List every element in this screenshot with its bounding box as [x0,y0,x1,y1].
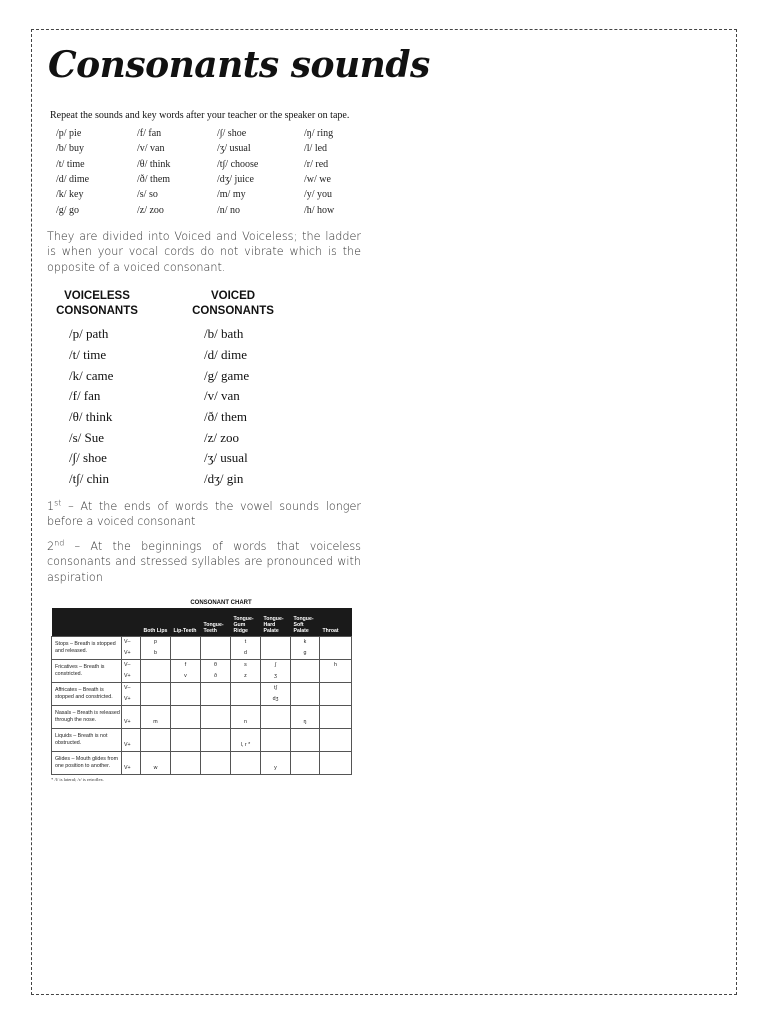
consonant-chart-title: CONSONANT CHART [190,600,252,606]
chart-cell-stack [142,683,169,705]
chart-cell [291,752,320,775]
chart-symbol: ʒ [274,673,277,679]
chart-cell [141,637,171,660]
page-title: Consonants sounds [48,44,430,86]
chart-cell [201,706,231,729]
chart-cell-stack [202,729,229,751]
consonant-chart [51,598,351,782]
chart-cell [320,637,352,660]
chart-cell-stack [172,752,199,774]
chart-symbol [202,648,229,659]
consonant-chart-footnote: * /l/ is lateral; /r/ is retroflex. [51,777,104,782]
voiced-example: /v/ van [204,388,240,404]
voicing-row [52,324,302,345]
chart-cell-stack [172,706,199,728]
chart-symbol [142,706,169,717]
chart-cell [201,660,231,683]
chart-cell [291,683,320,706]
chart-symbol [321,683,350,694]
chart-cell-stack [292,637,318,659]
chart-cell-stack [292,660,318,682]
chart-symbol [172,763,199,774]
chart-cell-stack [232,660,259,682]
chart-symbol: l, r * [240,742,251,748]
chart-symbol [202,729,229,740]
chart-voicing-label: V+ [124,696,131,702]
chart-cell-stack [262,637,289,659]
key-word-item: /r/ red [304,158,329,170]
key-words-row [50,157,370,172]
chart-symbol [232,729,259,740]
chart-cell-stack [202,706,229,728]
chart-symbol [292,740,318,751]
chart-cell [171,729,201,752]
voiceless-header-line1: VOICELESS [64,290,130,302]
chart-cell [291,729,320,752]
chart-symbol [262,752,289,763]
chart-symbol: ŋ [303,719,307,725]
chart-header-place: Tongue-Hard Palate [261,608,291,637]
chart-symbol: s [244,662,247,668]
voiceless-example: /s/ Sue [69,429,105,445]
chart-symbol [172,740,199,751]
chart-symbol [172,729,199,740]
chart-cell-stack [172,660,199,682]
chart-voicing-label [124,706,139,717]
chart-symbol [262,729,289,740]
chart-symbol [321,706,350,717]
chart-symbol: g [303,650,307,656]
chart-voicing-label: V– [124,662,131,668]
key-word-item: /∫/ shoe [217,128,247,140]
chart-cell-stack [262,706,289,728]
voiceless-header-line2: CONSONANTS [56,304,138,317]
chart-manner: Nasals – Breath is released through the nose. [52,706,122,729]
chart-symbol: y [274,765,277,771]
chart-symbol [202,694,229,705]
chart-cell-stack [202,637,229,659]
chart-symbol: m [153,719,158,725]
chart-cell-stack [321,729,350,751]
chart-cell-stack [172,729,199,751]
chart-symbol [142,660,169,671]
chart-cell-stack [292,752,318,774]
chart-symbol: dʒ [272,696,279,702]
chart-voicing-label: V+ [124,742,131,748]
chart-row [52,637,352,660]
consonant-chart-header-row [52,608,352,637]
chart-voicing-stack [124,729,139,751]
voiced-header [183,289,283,318]
key-word-item: /l/ led [304,143,328,155]
rule-second-suffix: nd [54,538,65,548]
key-word-item: /ʒ/ usual [217,143,251,155]
chart-symbol [262,637,289,648]
key-word-item: /n/ no [217,204,241,216]
voicing-row [52,427,302,448]
chart-cell [261,706,291,729]
key-word-item: /y/ you [304,189,333,201]
chart-symbol [172,752,199,763]
chart-symbol [172,637,199,648]
chart-manner: Glides – Mouth glides from one position to another. [52,752,122,775]
rule-first-suffix: st [54,498,62,508]
chart-cell-stack [172,637,199,659]
chart-voicing-label: V+ [124,765,131,771]
rule-first [47,499,361,530]
chart-symbol: ∫ [274,662,277,668]
chart-symbol [142,752,169,763]
chart-symbol [142,683,169,694]
chart-voicing-stack [124,683,139,705]
chart-cell [201,752,231,775]
voicing-row [52,386,302,407]
key-word-item: /v/ van [137,143,165,155]
key-words-row [50,141,370,156]
chart-cell [141,752,171,775]
voicing-row [52,469,302,490]
chart-symbol: t∫ [274,685,277,691]
chart-voicing-label [124,729,139,740]
key-words-section [50,110,370,218]
chart-cell-stack [232,637,259,659]
chart-voicing-label: V– [124,639,131,645]
key-words-instructions: Repeat the sounds and key words after your teacher or the speaker on tape. [50,110,350,121]
chart-symbol [292,683,318,694]
chart-symbol [262,717,289,728]
voiced-example: /ð/ them [204,409,247,425]
chart-cell-stack [232,683,259,705]
chart-symbol [202,637,229,648]
chart-symbol [142,694,169,705]
chart-cell [201,637,231,660]
chart-header-voice [122,608,141,637]
chart-cell [231,706,261,729]
chart-manner: Fricatives – Breath is constricted. [52,660,122,683]
chart-header-place: Tongue-Soft Palate [291,608,320,637]
chart-cell [320,706,352,729]
chart-symbol [232,763,259,774]
chart-cell [291,660,320,683]
chart-symbol [292,660,318,671]
voiced-header-line1: VOICED [210,290,256,302]
chart-symbol [292,729,318,740]
voicing-rows [52,324,302,490]
chart-cell [231,683,261,706]
key-word-item: /t∫/ choose [217,158,259,170]
chart-symbol [292,694,318,705]
key-word-item: /ŋ/ ring [304,128,334,140]
chart-symbol [321,729,350,740]
key-word-item: /k/ key [56,189,84,201]
chart-cell [171,683,201,706]
key-word-item: /w/ we [304,174,331,186]
chart-symbol [202,717,229,728]
chart-row [52,660,352,683]
chart-voicing [122,706,141,729]
chart-cell [171,752,201,775]
chart-cell-stack [142,752,169,774]
voiceless-example: /t/ time [69,347,107,363]
chart-voicing [122,660,141,683]
chart-cell-stack [321,706,350,728]
chart-header-place: Lip-Teeth [171,608,201,637]
chart-cell-stack [262,683,289,705]
chart-cell [320,729,352,752]
chart-cell [141,660,171,683]
chart-symbol: d [244,650,247,656]
chart-cell-stack [292,729,318,751]
chart-cell [171,660,201,683]
chart-symbol [202,683,229,694]
key-word-item: /h/ how [304,204,335,216]
chart-cell-stack [262,729,289,751]
chart-voicing-stack [124,660,139,682]
chart-cell [141,683,171,706]
voiceless-example: /θ/ think [69,409,113,425]
chart-cell [171,637,201,660]
chart-symbol [142,671,169,682]
chart-symbol: t [244,639,247,645]
chart-symbol: h [334,662,337,668]
chart-manner: Stops – Breath is stopped and released. [52,637,122,660]
chart-voicing [122,683,141,706]
consonant-chart-table [51,608,352,775]
key-word-item: /ð/ them [137,174,171,186]
key-word-item: /z/ zoo [137,204,164,216]
chart-cell-stack [321,637,350,659]
chart-symbol [321,648,350,659]
chart-cell-stack [202,683,229,705]
chart-row [52,706,352,729]
chart-header-place: Tongue-Teeth [201,608,231,637]
voiced-example: /b/ bath [204,326,244,342]
chart-voicing [122,637,141,660]
key-word-item: /s/ so [137,189,158,201]
chart-cell [261,752,291,775]
chart-voicing [122,752,141,775]
key-word-item: /d/ dime [56,174,90,186]
voicing-row [52,448,302,469]
chart-cell-stack [292,706,318,728]
chart-cell [231,729,261,752]
rule-first-number: 1 [47,500,55,513]
chart-voicing-label: V+ [124,650,131,656]
chart-symbol [142,740,169,751]
key-word-item: /t/ time [56,158,85,170]
key-word-item: /b/ buy [56,143,85,155]
chart-cell [291,706,320,729]
chart-cell-stack [142,706,169,728]
chart-voicing-label: V– [124,685,131,691]
chart-cell-stack [232,729,259,751]
chart-symbol [172,683,199,694]
key-word-item: /g/ go [56,204,80,216]
key-words-row [50,172,370,187]
chart-voicing-label: V+ [124,719,131,725]
chart-symbol: n [244,719,247,725]
voicing-row [52,407,302,428]
voicing-row [52,365,302,386]
voiced-header-line2: CONSONANTS [192,304,274,317]
chart-cell-stack [321,752,350,774]
chart-symbol [172,717,199,728]
chart-symbol [202,763,229,774]
chart-manner: Affricates – Breath is stopped and constricted. [52,683,122,706]
chart-cell [291,637,320,660]
chart-symbol: ð [214,673,217,679]
chart-symbol: b [154,650,157,656]
key-word-item: /dʒ/ juice [217,174,254,186]
chart-symbol [292,763,318,774]
chart-cell-stack [232,752,259,774]
chart-voicing-label: V+ [124,673,131,679]
chart-cell-stack [142,637,169,659]
chart-cell-stack [142,660,169,682]
rule-second [47,539,361,585]
chart-symbol [321,694,350,705]
chart-row [52,683,352,706]
chart-header-place: Both Lips [141,608,171,637]
chart-voicing [122,729,141,752]
chart-symbol [232,752,259,763]
rule-second-number: 2 [47,540,55,553]
voiceless-example: /p/ path [69,326,109,342]
chart-symbol [292,671,318,682]
chart-voicing-label [124,752,139,763]
chart-cell-stack [232,706,259,728]
chart-symbol [172,648,199,659]
chart-cell [171,706,201,729]
chart-cell-stack [292,683,318,705]
chart-cell [201,729,231,752]
chart-cell [261,660,291,683]
chart-cell [231,660,261,683]
chart-symbol [232,694,259,705]
chart-cell [201,683,231,706]
chart-voicing-stack [124,706,139,728]
chart-symbol: w [153,765,158,771]
chart-voicing-stack [124,637,139,659]
voiced-example: /z/ zoo [204,429,240,445]
chart-cell [320,660,352,683]
chart-cell-stack [142,729,169,751]
chart-cell [320,752,352,775]
chart-symbol: k [303,639,307,645]
chart-cell [261,637,291,660]
chart-symbol [172,706,199,717]
chart-cell [261,729,291,752]
chart-symbol [232,706,259,717]
chart-cell [141,706,171,729]
chart-symbol: v [184,673,187,679]
voiceless-example: /f/ fan [69,388,101,404]
voiced-example: /d/ dime [204,347,247,363]
key-word-item: /θ/ think [137,158,171,170]
chart-voicing-stack [124,752,139,774]
voiceless-example: /k/ came [69,367,114,383]
chart-cell-stack [172,683,199,705]
chart-row [52,752,352,775]
chart-cell [231,752,261,775]
chart-header-place: Tongue-Gum Ridge [231,608,261,637]
voicing-table-header [52,289,302,318]
key-word-item: /f/ fan [137,128,162,140]
chart-symbol: p [154,639,157,645]
chart-symbol [321,752,350,763]
chart-symbol: f [184,662,187,668]
chart-cell [231,637,261,660]
chart-cell-stack [202,752,229,774]
voiced-example: /g/ game [204,367,250,383]
chart-cell-stack [202,660,229,682]
voiceless-header [52,289,142,318]
chart-symbol [262,706,289,717]
chart-symbol [262,648,289,659]
chart-symbol [202,752,229,763]
chart-symbol [292,752,318,763]
chart-cell [141,729,171,752]
chart-cell-stack [321,660,350,682]
chart-cell-stack [321,683,350,705]
chart-symbol [202,740,229,751]
voiceless-example: /t∫/ chin [69,471,110,487]
chart-symbol: θ [214,662,217,668]
chart-symbol [292,706,318,717]
chart-manner: Liquids – Breath is not obstructed. [52,729,122,752]
chart-header-place: Throat [320,608,352,637]
chart-symbol [172,694,199,705]
key-words-grid [50,126,370,218]
key-word-item: /m/ my [217,189,246,201]
chart-cell-stack [262,660,289,682]
chart-cell-stack [262,752,289,774]
chart-symbol [202,706,229,717]
chart-row [52,729,352,752]
chart-symbol [142,729,169,740]
chart-symbol [321,740,350,751]
key-word-item: /p/ pie [56,128,82,140]
chart-symbol [262,740,289,751]
voicing-explanation: They are divided into Voiced and Voiceless; the ladder is when your vocal cords do not vibrate which is the opposite of a voiced consonant. [47,230,361,274]
chart-cell [261,683,291,706]
chart-symbol [321,763,350,774]
key-words-row [50,187,370,202]
voicing-table [52,289,302,490]
rule-second-text: – At the beginnings of words that voiceless consonants and stressed syllables are pronounced with aspiration [47,540,361,584]
voiceless-example: /∫/ shoe [69,450,107,466]
chart-symbol [321,637,350,648]
voicing-row [52,345,302,366]
key-words-row [50,202,370,217]
voiced-example: /dʒ/ gin [204,471,244,487]
voiced-example: /ʒ/ usual [204,450,248,466]
chart-header-manner [52,608,122,637]
chart-symbol: z [244,673,247,679]
consonant-chart-body [52,637,352,775]
rule-first-text: – At the ends of words the vowel sounds longer before a voiced consonant [47,500,361,529]
chart-symbol [321,717,350,728]
key-words-row [50,126,370,141]
chart-symbol [232,683,259,694]
chart-cell [320,683,352,706]
chart-symbol [321,671,350,682]
